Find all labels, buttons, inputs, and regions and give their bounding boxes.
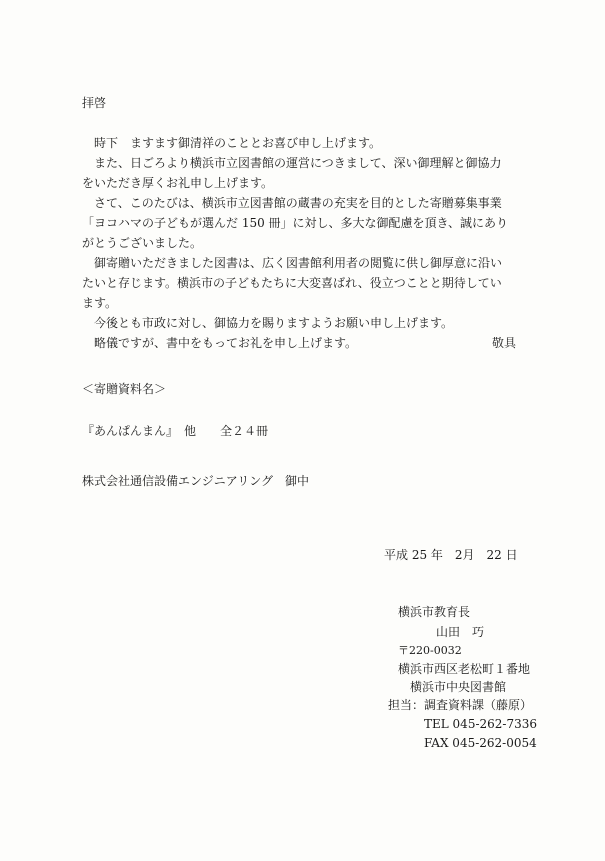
- sender-address: 横浜市西区老松町１番地: [398, 662, 531, 676]
- paragraph-line-4: さて、このたびは、横浜市立図書館の蔵書の充実を目的とした寄贈募集事業: [82, 196, 502, 210]
- recipient: 株式会社通信設備エンジニアリング 御中: [82, 474, 309, 488]
- paragraph-line-10: 今後とも市政に対し、御協力を賜りますようお願い申し上げます。: [82, 316, 454, 330]
- paragraph-line-9: ます。: [82, 296, 118, 310]
- donation-item: 『あんぱんまん』 他 全２４冊: [82, 424, 269, 438]
- donation-heading: ＜寄贈資料名＞: [82, 382, 167, 396]
- paragraph-line-11: 略儀ですが、書中をもってお礼を申し上げます。: [82, 336, 358, 350]
- paragraph-line-5: 「ヨコハマの子どもが選んだ 150 冊」に対し、多大な御配慮を頂き、誠にあり: [82, 216, 509, 230]
- paragraph-line-8: たいと存じます。横浜市の子どもたちに大変喜ばれ、役立つことと期待してい: [82, 276, 502, 290]
- sender-tel: TEL 045-262-7336: [424, 717, 538, 731]
- sender-org: 横浜市中央図書館: [410, 680, 507, 694]
- sender-title: 横浜市教育長: [398, 605, 471, 619]
- salutation: 拝啓: [82, 96, 107, 110]
- sender-contact: 担当：調査資料課（藤原）: [388, 698, 533, 712]
- closing: 敬具: [492, 336, 517, 350]
- paragraph-line-1: 時下 ますます御清祥のこととお喜び申し上げます。: [82, 136, 382, 150]
- sender-fax: FAX 045-262-0054: [424, 736, 537, 750]
- sender-name: 山田 巧: [436, 625, 485, 639]
- sender-postal: 〒220-0032: [398, 644, 462, 657]
- date: 平成 25 年 2月 22 日: [384, 548, 518, 562]
- paragraph-line-3: をいただき厚くお礼申し上げます。: [82, 176, 274, 190]
- paragraph-line-6: がとうございました。: [82, 236, 203, 250]
- paragraph-line-2: また、日ごろより横浜市立図書館の運営につきまして、深い御理解と御協力: [82, 156, 502, 170]
- paragraph-line-7: 御寄贈いただきました図書は、広く図書館利用者の閲覧に供し御厚意に沿い: [82, 256, 503, 270]
